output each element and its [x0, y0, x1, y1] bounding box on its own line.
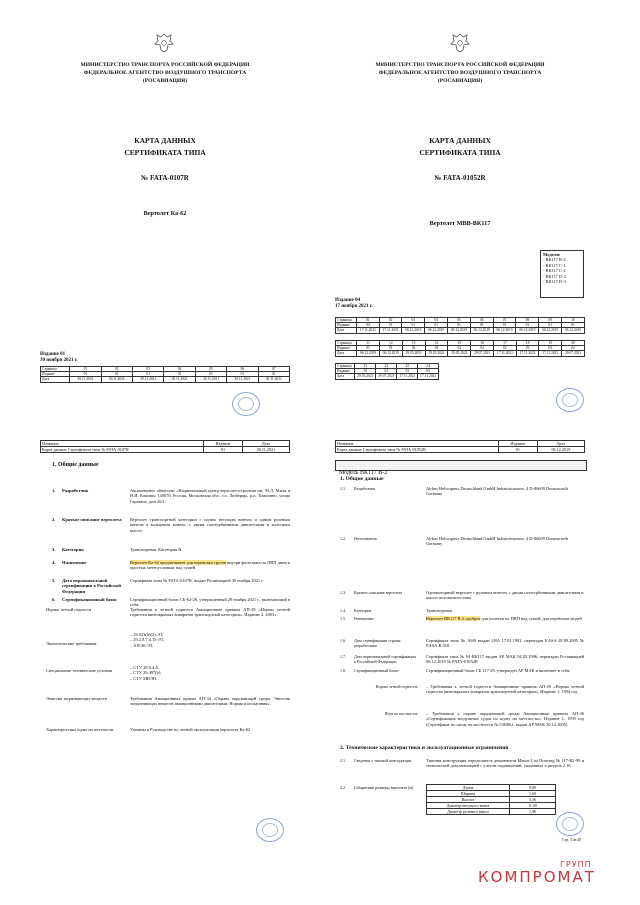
- table-cell: 03: [539, 346, 562, 351]
- model-item: - ВК117 D-2: [543, 273, 566, 279]
- item-value: Вертолет ВК117 В-2 одобрен для полетов по ПВП над сушей, для перевозки людей: [426, 616, 582, 621]
- table-cell: 07: [493, 318, 516, 323]
- item-label: Категория: [354, 608, 372, 613]
- table-cell: 06.12.2019: [470, 328, 493, 333]
- table-cell: 01: [70, 372, 101, 377]
- table-cell: 30.11.2021: [195, 377, 226, 382]
- table-cell: 02: [376, 369, 397, 374]
- table-cell: 29.05.2021: [425, 351, 448, 356]
- models-title: Модели:: [543, 252, 561, 257]
- table-cell: 08: [516, 318, 539, 323]
- table-row-label: Издание: [336, 369, 355, 374]
- table-cell: 14: [425, 341, 448, 346]
- table-cell: 09: [539, 318, 562, 323]
- head-col-date: Дата: [537, 441, 584, 447]
- head-val-edition: 01: [499, 447, 538, 453]
- item-number: 1.8.: [340, 668, 346, 673]
- dim-name: Ширина: [427, 791, 510, 797]
- card-title-line2: СЕРТИФИКАТА ТИПА: [419, 148, 501, 157]
- aircraft-name: Вертолет МВВ-ВК117: [429, 220, 491, 227]
- item-number: 1.3.: [340, 590, 346, 595]
- head-col-name: Название: [41, 441, 204, 447]
- table-cell: 23: [397, 364, 418, 369]
- noise-value: – Требования к охране окружающей среды Авиационные правила АП-36 «Сертификация воздушных судов по шуму на местности», Издание 1, 1995 год (Сертификат по шуму на местности № СШ862, выдан АР МАК 20.12.2005): [426, 711, 584, 727]
- head-col-name: Название: [336, 441, 499, 447]
- table-row-label: Издание: [336, 323, 357, 328]
- item-value: Сертификационный базис СБ-62-29, утвержденный 29 ноября 2021 г., включающий в себя:: [130, 597, 291, 608]
- table-cell: 18: [516, 341, 539, 346]
- table-cell: 30.11.2021: [133, 377, 164, 382]
- revision-table-b: [335, 340, 585, 357]
- norms-label: Нормы летной годности:: [375, 684, 418, 689]
- noise-value: Указаны в Руководстве по летной эксплуатации вертолета Ка-62: [130, 727, 251, 732]
- table-cell: 01: [402, 323, 425, 328]
- table-cell: 03: [397, 369, 418, 374]
- agency-title: ФЕДЕРАЛЬНОЕ АГЕНТСТВО ВОЗДУШНОГО ТРАНСПОРТА: [83, 70, 247, 76]
- model-item: - ВК117 С-1: [543, 262, 566, 268]
- table-row-label: Дата: [336, 328, 357, 333]
- head-val-date: 30.11.2021: [242, 447, 289, 453]
- item-label: Изготовитель: [354, 536, 378, 541]
- page-number: Стр. 3 из 20: [562, 838, 582, 842]
- table-cell: 30.11.2021: [101, 377, 132, 382]
- table-cell: 29.07.2021: [562, 351, 585, 356]
- table-cell: 11: [357, 341, 380, 346]
- table-cell: 04: [164, 367, 195, 372]
- table-cell: 17.11.2021: [516, 351, 539, 356]
- table-cell: 24: [418, 364, 439, 369]
- table-cell: 06.12.2019: [493, 328, 516, 333]
- table-cell: 01: [357, 318, 380, 323]
- dim-value: 1,60: [510, 791, 556, 797]
- stamp-icon: [232, 392, 260, 416]
- table-cell: 30.11.2021: [227, 377, 258, 382]
- revision-table-a: [335, 317, 585, 334]
- item-label: Назначение: [354, 616, 374, 621]
- item-value: Сертификационный базис СБ 117-29, утвержден АР МАК и включает в себя:: [426, 668, 571, 673]
- norms-value: – Требования к летной годности Авиационные правила АП-29 «Нормы летной годности винтокрылых аппаратов транспортной категории», Издание 1, 1994 год: [426, 684, 584, 695]
- revision-table-c: [335, 363, 439, 380]
- table-cell: 06.12.2019: [562, 328, 585, 333]
- table-cell: 01: [448, 323, 471, 328]
- dim-name: Диаметр рулевого винта: [427, 809, 510, 815]
- head-col-date: Дата: [242, 441, 289, 447]
- dim-value: 9,89: [510, 785, 556, 791]
- table-cell: 05: [195, 367, 226, 372]
- dim-value: 3,36: [510, 797, 556, 803]
- item-number: 5.: [52, 578, 56, 583]
- table-cell: 16: [471, 341, 494, 346]
- norms-value: Требования к летной годности Авиационные правила АП-29 «Нормы летной годности винтокрылых аппаратов транспортной категории», Издание 2, 2003 г.: [130, 607, 290, 618]
- table-cell: 03: [418, 369, 439, 374]
- stamp-icon: [556, 812, 584, 836]
- table-cell: 01: [470, 323, 493, 328]
- emission-label: Эмиссия загрязняющих веществ: [46, 696, 107, 701]
- table-cell: 30.11.2021: [164, 377, 195, 382]
- table-cell: 17.11.2021: [397, 374, 418, 379]
- edition-label: Издание 01: [40, 352, 66, 357]
- table-cell: 02: [101, 367, 132, 372]
- dim-value: 11,00: [510, 803, 556, 809]
- table-cell: 17.11.2021: [418, 374, 439, 379]
- table-cell: 06.12.2019: [425, 328, 448, 333]
- agency-title: ФЕДЕРАЛЬНОЕ АГЕНТСТВО ВОЗДУШНОГО ТРАНСПОРТА: [378, 70, 542, 76]
- item-label: Краткое описание вертолета: [354, 590, 403, 595]
- dim-name: Длина: [427, 785, 510, 791]
- table-cell: 06.12.2019: [516, 328, 539, 333]
- item-number: 2.1.: [340, 758, 346, 763]
- item-number: 1.1.: [340, 486, 346, 491]
- table-cell: 06.12.2019: [379, 351, 402, 356]
- highlight-mark: Вертолет ВК117 В-2 одобрен: [426, 616, 481, 621]
- ministry-title: МИНИСТЕРСТВО ТРАНСПОРТА РОССИЙСКОЙ ФЕДЕРАЦИИ: [375, 62, 545, 68]
- special-values: [130, 665, 290, 681]
- table-cell: 01: [195, 372, 226, 377]
- table-cell: 03: [133, 367, 164, 372]
- table-cell: 03: [516, 346, 539, 351]
- model-title: Модель ВК117 В-2: [339, 470, 388, 476]
- table-cell: 04: [425, 318, 448, 323]
- table-row-label: Дата: [336, 374, 355, 379]
- table-cell: 29.07.2021: [471, 351, 494, 356]
- table-cell: 15: [448, 341, 471, 346]
- item-value: Вертолет транспортной категории с одним несущим винтом и одним рулевым винтом в кольцевом канале, с двумя газотурбинными двигателями и колесным шасси.: [130, 517, 290, 533]
- table-cell: 07: [258, 367, 289, 372]
- eco-value: – АП-36-ЭТ.: [130, 642, 154, 648]
- emission-value: Требования Авиационных правил АП-34 «Охрана окружающей среды. Эмиссия загрязняющих веществ авиационными двигателями. Нормы и испытания».: [130, 696, 290, 707]
- eco-value: – 29.923(b)(2)-ЭТ,: [130, 632, 164, 637]
- item-number: 1.2.: [340, 536, 346, 541]
- item-label: Габаритные размеры вертолета (м): [354, 785, 414, 790]
- coat-of-arms-icon: [448, 32, 472, 54]
- table-cell: 01: [227, 372, 258, 377]
- item-label: Краткое описание вертолета: [62, 517, 122, 522]
- table-cell: 29.05.2021: [448, 351, 471, 356]
- table-cell: 06.12.2019: [402, 328, 425, 333]
- stamp-icon: [256, 818, 284, 842]
- table-cell: 03: [355, 369, 376, 374]
- table-cell: 01: [357, 346, 380, 351]
- dim-name: Высота: [427, 797, 510, 803]
- head-col-edition: Издание: [499, 441, 538, 447]
- special-value: – СТУ 29.497(b),: [130, 670, 162, 676]
- table-row: [427, 809, 556, 815]
- agency-short: (РОСАВИАЦИЯ): [142, 78, 188, 84]
- item-number: 4.: [52, 560, 56, 565]
- table-cell: 17.11.2021: [379, 328, 402, 333]
- head-val-edition: 01: [204, 447, 243, 453]
- model-item: - ВК117 С-2: [543, 268, 566, 274]
- item-number: 1.4.: [340, 608, 346, 613]
- item-label: Разработчик: [62, 488, 89, 493]
- head-val-name: Карта данных Сертификата типа № FATA-0107R: [41, 447, 204, 453]
- watermark-logo: КОМПРОМАТ: [478, 868, 596, 886]
- table-cell: 01: [133, 372, 164, 377]
- table-cell: 29.05.2021: [402, 351, 425, 356]
- card-title-line1: КАРТА ДАННЫХ: [134, 136, 196, 145]
- stamp-icon: [556, 388, 584, 412]
- item-label: Дата первоначальной сертификации в Российской Федерации: [354, 654, 416, 664]
- eco-values: [130, 632, 290, 648]
- head-val-name: Карта данных Сертификата типа № FATA-01052R: [336, 447, 499, 453]
- table-cell: 02: [471, 346, 494, 351]
- coat-of-arms-icon: [152, 32, 176, 54]
- aircraft-name: Вертолет Ка-62: [143, 210, 187, 217]
- item-label: Сертификационный базис: [62, 597, 117, 602]
- table-cell: 02: [448, 346, 471, 351]
- item-label: Сертификационный базис:: [354, 668, 400, 673]
- models-box: [540, 250, 584, 298]
- item-label: Назначение: [62, 560, 87, 565]
- dimensions-table: [426, 784, 556, 815]
- table-row-label: Страница: [336, 341, 357, 346]
- table-cell: 05: [448, 318, 471, 323]
- item-label: Разработчик: [354, 486, 376, 491]
- table-cell: 29.05.2021: [355, 374, 376, 379]
- table-cell: 06.12.2019: [539, 328, 562, 333]
- dim-name: Диаметр несущего винта: [427, 803, 510, 809]
- head-col-edition: Издание: [204, 441, 243, 447]
- table-cell: 01: [164, 372, 195, 377]
- agency-short: (РОСАВИАЦИЯ): [437, 78, 483, 84]
- table-row-label: Издание: [336, 346, 357, 351]
- revision-table: [40, 366, 290, 383]
- item-value: Сертификат типа № 3049 выдан LBA 17.01.1992, переиздан EASA 28.09.2005 № EASA.R.010: [426, 638, 584, 649]
- certificate-number: № FATA-0107R: [141, 174, 189, 182]
- table-cell: 04: [357, 323, 380, 328]
- item-number: 3.: [52, 547, 56, 552]
- table-cell: 01: [379, 346, 402, 351]
- card-title-line1: КАРТА ДАННЫХ: [429, 136, 491, 145]
- item-value: Транспортная: [426, 608, 452, 613]
- table-cell: 21: [355, 364, 376, 369]
- item-value: Airbus Helicopters Deutschland GmbH Industriestrasse, 4 D-86609 Donauworth Germany: [426, 486, 568, 497]
- table-cell: 02: [494, 346, 517, 351]
- doc-header-table: [40, 440, 290, 453]
- section-heading: 2. Технические характеристики и эксплуатационные ограничения: [340, 745, 509, 751]
- table-cell: 19: [539, 341, 562, 346]
- ministry-title: МИНИСТЕРСТВО ТРАНСПОРТА РОССИЙСКОЙ ФЕДЕРАЦИИ: [80, 62, 250, 68]
- item-label: Сведения о типовой конструкции: [354, 758, 411, 763]
- table-cell: 30.11.2021: [70, 377, 101, 382]
- table-cell: 06.12.2019: [357, 351, 380, 356]
- head-val-date: 06.12.2019: [537, 447, 584, 453]
- table-cell: 02: [379, 318, 402, 323]
- item-number: 1.6.: [340, 638, 346, 643]
- table-cell: 01: [562, 323, 585, 328]
- table-cell: 01: [379, 323, 402, 328]
- certificate-number: № FATA-01052R: [434, 174, 486, 182]
- model-item: - ВК117 D-3: [543, 279, 566, 285]
- item-number: 1.: [52, 488, 56, 493]
- table-cell: 17.11.2021: [539, 351, 562, 356]
- table-cell: 03: [402, 318, 425, 323]
- edition-date: 17 ноября 2021 г.: [335, 304, 373, 309]
- table-row-label: Дата: [336, 351, 357, 356]
- item-label: Дата сертификации страны разработчика: [354, 638, 401, 648]
- table-cell: 01: [516, 323, 539, 328]
- item-value: Сертификат типа № FATA-0107R, выдан Росавиацией 30 ноября 2021 г.: [130, 578, 264, 583]
- item-number: 6.: [52, 597, 56, 602]
- model-item: - ВК117 В-2: [543, 257, 566, 262]
- item-value: Сертификат типа № 94-ВК117 выдан АР МАК 04.03.1996, переиздан Росавиацией 06.12.2019 № FATA-01052R: [426, 654, 584, 665]
- table-cell: 22: [376, 364, 397, 369]
- table-cell: 17.11.2021: [494, 351, 517, 356]
- table-cell: 01: [101, 372, 132, 377]
- watermark-small: ГРУПП: [560, 860, 592, 869]
- table-cell: 30.11.2021: [258, 377, 289, 382]
- table-cell: 12: [379, 341, 402, 346]
- item-value: Вертолет Ка-62 предназначен для перевозки грузов внутри фюзеляжа по ПВП днем в простых метеоусловиях над сушей.: [130, 560, 290, 571]
- table-cell: 10: [562, 318, 585, 323]
- table-cell: 17: [494, 341, 517, 346]
- table-cell: 20: [562, 341, 585, 346]
- item-value: Акционерное общество «Национальный центр вертолетостроения им. М.Л. Миля и Н.И. Камова» 140070, Россия, Московская обл., г.о. Люберцы, р.п. Томилино, улица Гаршина, дом 26/1.: [130, 488, 290, 504]
- table-row-label: Страница: [336, 364, 355, 369]
- special-label: Специальные технические условия: [46, 668, 112, 673]
- highlight-mark: Вертолет Ка-62 предназначен для перевозки грузов: [130, 560, 227, 565]
- item-number: 1.5.: [340, 616, 346, 621]
- table-cell: 01: [425, 323, 448, 328]
- item-number: 1.7.: [340, 654, 346, 659]
- eco-value: – 29.2.8.7.4.15-ЭТ,: [130, 637, 165, 643]
- item-label: Категория: [62, 547, 84, 552]
- table-cell: 17.11.2021: [357, 328, 380, 333]
- table-cell: 13: [402, 341, 425, 346]
- item-number: 2.: [52, 517, 56, 522]
- item-number: 2.2.: [340, 785, 346, 790]
- table-row-label: Дата: [41, 377, 70, 382]
- dim-value: 1,96: [510, 809, 556, 815]
- special-value: – СТУ 29.8.4.А,: [130, 665, 160, 670]
- section-heading: 1. Общие данные: [340, 476, 384, 482]
- table-cell: 01: [539, 323, 562, 328]
- table-cell: 06: [227, 367, 258, 372]
- edition-label: Издание 04: [335, 298, 361, 303]
- item-value: Одномоторный вертолет с рулевым винтом, с двумя газотурбинными двигателями и шасси полозкового типа: [426, 590, 584, 601]
- eco-label: Экологические требования: [46, 641, 97, 646]
- card-title-line2: СЕРТИФИКАТА ТИПА: [124, 148, 206, 157]
- table-row-label: Страница: [336, 318, 357, 323]
- table-cell: 01: [258, 372, 289, 377]
- item-label: Дата первоначальной сертификации в Российской Федерации: [62, 578, 121, 594]
- table-cell: 01: [493, 323, 516, 328]
- edition-date: 30 ноября 2021 г.: [40, 358, 78, 363]
- table-cell: 06.12.2019: [448, 328, 471, 333]
- noise-label: Шум на местности:: [384, 711, 418, 716]
- doc-header-table: [335, 440, 585, 453]
- model-title-bar: [335, 460, 587, 476]
- table-row-label: Издание: [41, 372, 70, 377]
- table-cell: 01: [70, 367, 101, 372]
- table-cell: 06: [470, 318, 493, 323]
- section-heading: 1. Общие данные: [52, 462, 99, 468]
- item-value: Типовая конструкция определяется документом Master List Drawing № 117-В2-99 и технической документацией с учетом ограничений, указанных в разделе 2.16: [426, 758, 584, 769]
- norms-label: Нормы летной годности: [46, 607, 92, 612]
- table-cell: 02: [425, 346, 448, 351]
- item-value: Airbus Helicopters Deutschland GmbH Industriestrasse, 4 D-86609 Donauworth Germany: [426, 536, 568, 547]
- table-cell: 02: [402, 346, 425, 351]
- item-value: Транспортная, Категория В.: [130, 547, 183, 552]
- special-value: – СТУ МВЭН.: [130, 675, 158, 681]
- noise-label: Характеристика шума на местности: [46, 727, 114, 732]
- table-cell: 02: [562, 346, 585, 351]
- table-row-label: Страница: [41, 367, 70, 372]
- table-cell: 29.07.2021: [376, 374, 397, 379]
